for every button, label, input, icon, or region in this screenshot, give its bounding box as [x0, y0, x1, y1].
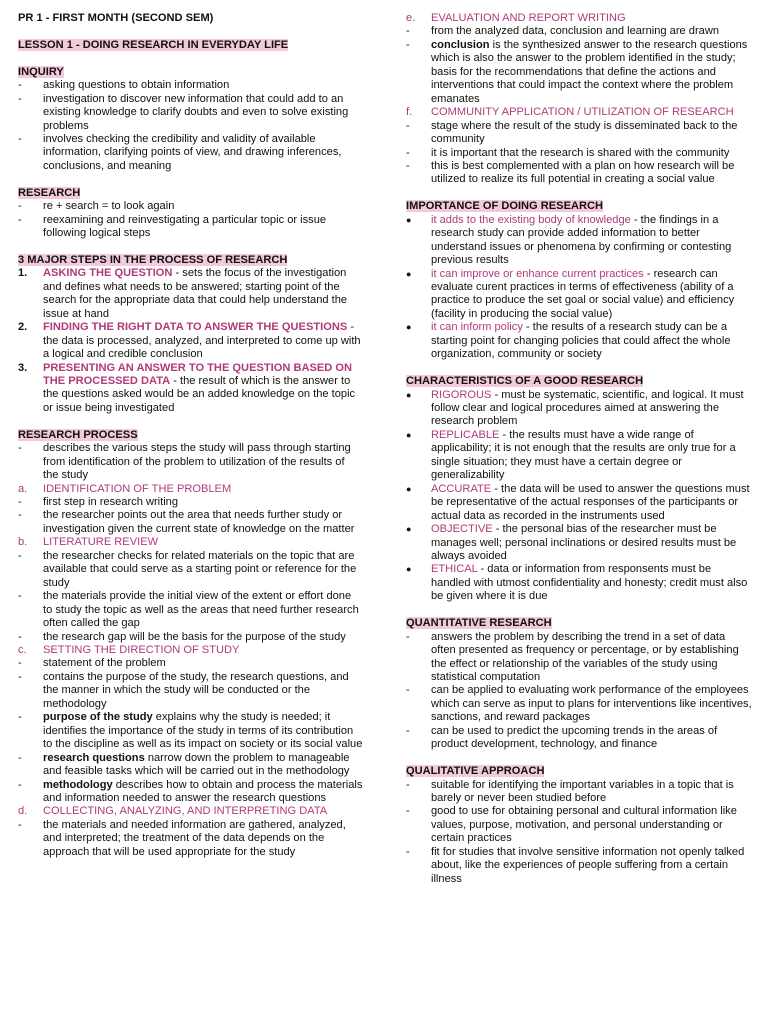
list-item: ● it adds to the existing body of knowledge - the findings in a research study can provide added information to better understand issues or phenomena by confirming or contesting previous results [406, 213, 732, 267]
research-heading: RESEARCH [18, 186, 81, 199]
quantitative-heading: QUANTITATIVE RESEARCH [406, 617, 552, 630]
qualitative-heading: QUALITATIVE APPROACH [406, 765, 545, 778]
process-heading: RESEARCH PROCESS [18, 428, 138, 441]
list-item: - methodology describes how to obtain and process the materials and information needed to answer the research questions [18, 778, 363, 804]
subsection-heading: f. COMMUNITY APPLICATION / UTILIZATION OF RESEARCH [406, 106, 734, 119]
list-item: ● ETHICAL - data or information from responsents must be handled with utmost confidentiality and honesty; credit must also be given where it is due [406, 563, 748, 603]
list-item: - from the analyzed data, conclusion and learning are drawn [406, 25, 719, 38]
step-item: 1. ASKING THE QUESTION - sets the focus of the investigation and defines what needs to be answered; starting point of the search for the appropriate data that could help understand the issue at hand [18, 267, 348, 320]
right-column [406, 12, 752, 886]
list-item: - purpose of the study explains why the study is needed; it identifies the importance of the study in terms of its contribution to the discipline as well as its impact on society or its social value [18, 711, 363, 751]
lesson-title: LESSON 1 - DOING RESEARCH IN EVERYDAY LIFE [18, 38, 289, 51]
step-item: 3. PRESENTING AN ANSWER TO THE QUESTION BASED ON THE PROCESSED DATA - the result of which is the answer to the questions asked would be an added knowledge on the topic or issue being investigated [18, 361, 356, 414]
list-item: - re + search = to look again [18, 200, 175, 213]
subsection-heading: b. LITERATURE REVIEW [18, 536, 159, 549]
list-item: ● OBJECTIVE - the personal bias of the researcher must be manages well; personal inclinations or desired results must be always avoided [406, 523, 737, 562]
steps-heading: 3 MAJOR STEPS IN THE PROCESS OF RESEARCH [18, 253, 288, 266]
list-item: - can be applied to evaluating work performance of the employees which can serve as input to plans for interventions like incentives, sanctions, and reward packages [406, 684, 752, 724]
list-item: ● it can inform policy - the results of a research study can be a starting point for changing policies that could affect the whole organization, community or society [406, 321, 731, 361]
list-item: ● RIGOROUS - must be systematic, scientific, and logical. It must follow clear and logical procedures aimed at answering the research problem [406, 388, 744, 428]
list-item: - good to use for obtaining personal and cultural information like values, purpose, motivation, and personal understanding or certain practices [406, 805, 737, 845]
left-column [18, 12, 363, 859]
list-item: - contains the purpose of the study, the research questions, and the manner in which the study will be conducted or the methodology [18, 670, 349, 710]
list-item: - asking questions to obtain information [18, 79, 230, 92]
list-item: - can be used to predict the upcoming trends in the areas of product development, technology, and finance [406, 724, 718, 751]
list-item: - investigation to discover new information that could add to an existing knowledge to clarify doubts and even to solve existing problems [18, 92, 349, 132]
list-item: - reexamining and reinvestigating a particular topic or issue following logical steps [18, 213, 327, 240]
list-item: - describes the various steps the study will pass through starting from identification of the problem to utilization of the results of the study [18, 442, 351, 482]
subsection-heading: e. EVALUATION AND REPORT WRITING [406, 12, 626, 24]
list-item: - answers the problem by describing the trend in a set of data often presented as frequency or percentage, or by establishing the effect or relationship of the variables of the study using statistical computation [406, 630, 739, 684]
list-item: - the researcher points out the area that needs further study or investigation given the current state of knowledge on the matter [18, 509, 355, 535]
inquiry-heading: INQUIRY [18, 65, 64, 78]
subsection-heading: d. COLLECTING, ANALYZING, AND INTERPRETING DATA [18, 805, 328, 818]
list-item: ● it can improve or enhance current practices - research can evaluate curent practices in terms of effectiveness (ability of a practice to produce the set goal or social value) and efficiency (facility in producing the social value) [406, 267, 735, 320]
list-item: - research questions narrow down the problem to manageable and feasible tasks which will be carried out in the methodology [18, 751, 350, 778]
subsection-heading: c. SETTING THE DIRECTION OF STUDY [18, 643, 240, 656]
list-item: - stage where the result of the study is disseminated back to the community [406, 119, 738, 146]
list-item: ● REPLICABLE - the results must have a wide range of applicability; it is not enough that the results are only true for a single situation; they must have a certain degree or generalizability [406, 428, 736, 482]
step-item: 2. FINDING THE RIGHT DATA TO ANSWER THE QUESTIONS - the data is processed, analyzed, and interpreted to come up with a logical and credible conclusion [18, 321, 361, 361]
list-item: - fit for studies that involve sensitive information not openly talked about, like the experiences of people suffering from a certain illness [406, 845, 745, 885]
subsection-heading: a. IDENTIFICATION OF THE PROBLEM [18, 482, 232, 495]
list-item: - first step in research writing [18, 496, 179, 508]
document-title: PR 1 - FIRST MONTH (SECOND SEM) [18, 12, 214, 24]
list-item: - the materials and needed information are gathered, analyzed, and interpreted; the treatment of the data depends on the approach that will be used appropriate for the study [18, 818, 346, 858]
list-item: - this is best complemented with a plan on how research will be utilized to realize its full potential in creating a social value [406, 159, 735, 186]
list-item: ● ACCURATE - the data will be used to answer the questions must be representative of the actual responses of the participants or actual data as recorded in the instruments used [406, 482, 750, 522]
list-item: - statement of the problem [18, 657, 166, 670]
list-item: - the researcher checks for related materials on the topic that are available that could serve as a starting point or reference for the study [18, 549, 357, 589]
list-item: - suitable for identifying the important variables in a topic that is barely or never been studied before [406, 778, 734, 805]
list-item: - conclusion is the synthesized answer to the research questions which is also the answer to the problem identified in the study; basis for the recommendations that define the actions and interventions that could impact the context where the problem emanates [406, 38, 748, 105]
list-item: - the research gap will be the basis for the purpose of the study [18, 630, 346, 643]
characteristics-heading: CHARACTERISTICS OF A GOOD RESEARCH [406, 375, 644, 388]
list-item: - involves checking the credibility and validity of available information, clarifying points of view, and drawing inferences, conclusions, and meaning [18, 132, 342, 172]
list-item: - it is important that the research is shared with the community [406, 146, 730, 159]
list-item: - the materials provide the initial view of the extent or effort done to study the topic as well as the areas that need further research often called the gap [18, 590, 359, 630]
importance-heading: IMPORTANCE OF DOING RESEARCH [406, 200, 604, 213]
